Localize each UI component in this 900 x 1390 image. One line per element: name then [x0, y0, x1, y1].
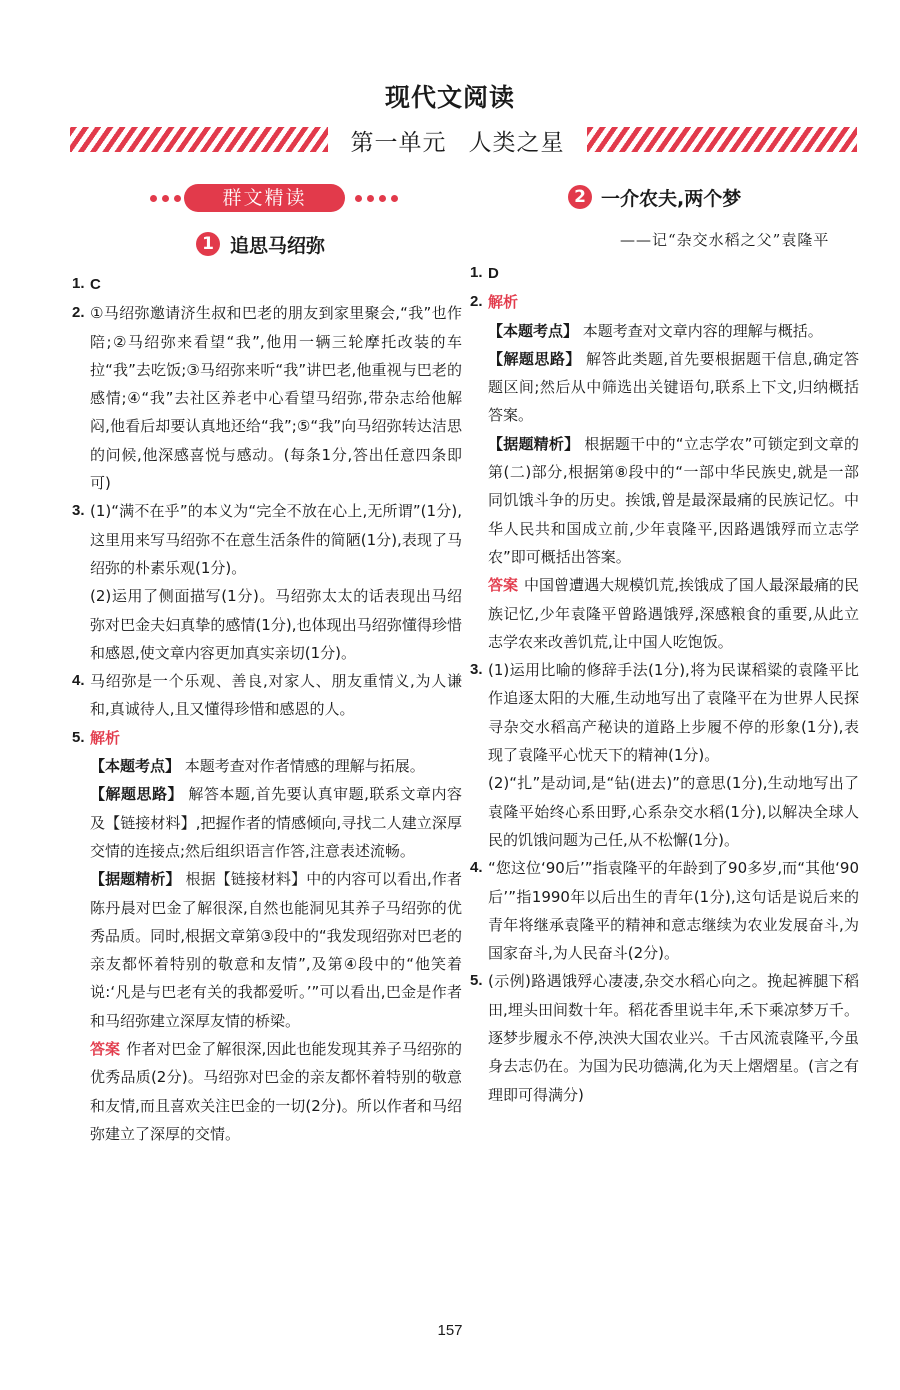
unit-label: 第一单元: [350, 130, 447, 156]
left-q5-answer: 答案 作者对巴金了解很深,因此也能发现其养子马绍弥的优秀品质(2分)。马绍弥对巴金的亲友都怀着特别的敬意和友情,而且喜欢关注巴金的一切(2分)。所以作者和马绍弥建立了深厚的交情。: [90, 1040, 462, 1143]
right-q5: 5. (示例)路遇饿殍心凄凄,杂交水稻心向之。挽起裤腿下稻田,埋头田间数十年。稻花香里说丰年,禾下乘凉梦万千。逐梦步履永不停,泱泱大国农业兴。千古风流袁隆平,今虽身去志仍在。为国为民功德满,化为天上熠熠星。(言之有理即可得满分): [470, 972, 859, 1104]
section-1-title: 追思马绍弥: [230, 235, 326, 257]
pill-dots-right: [355, 195, 398, 202]
right-q2-analysis: 【据题精析】 根据题干中的“立志学农”可锁定到文章的第(二)部分,根据第⑧段中的“一部中华民族史,就是一部同饥饿斗争的历史。挨饿,曾是最深最痛的民族记忆。中华人民共和国成立前,少年袁隆平,因路遇饿殍而立志学农”即可概括出答案。: [488, 434, 859, 566]
unit-name: 人类之星: [468, 130, 565, 156]
section-pill: 群文精读: [184, 184, 345, 212]
section-2-badge: 2: [568, 185, 592, 209]
right-q3: 3. (1)运用比喻的修辞手法(1分),将为民谋稻粱的袁隆平比作追逐太阳的大雁,生动地写出了袁隆平在为世界人民探寻杂交水稻高产秘诀的道路上步履不停的形象(1分),表现了袁隆平心忧天下的精神(1分)。 (2)“扎”是动词,是“钻(进去)”的意思(1分),生动地写出了袁隆平始终心系田野,心系杂交水稻(1分),以解决全球人民的饥饿问题为己任,从不松懈(1分)。: [470, 661, 859, 849]
left-q3: 3. (1)“满不在乎”的本义为“完全不放在心上,无所谓”(1分),这里用来写马绍弥不在意生活条件的简陋(1分),表现了马绍弥的朴素乐观(1分)。 (2)运用了侧面描写(1分)。马绍弥太太的话表现出马绍弥对巴金夫妇真挚的感情(1分),也体现出马绍弥懂得珍惜和感恩,使文章内容更加真实亲切(1分)。: [72, 502, 462, 662]
section-2-title: 一介农夫,两个梦: [601, 188, 742, 210]
right-q2-answer: 答案 中国曾遭遇大规模饥荒,挨饿成了国人最深最痛的民族记忆,少年袁隆平曾路遇饿殍,深感粮食的重要,从此立志学农来改善饥荒,让中国人吃饱饭。: [488, 576, 859, 651]
stripe-right: [587, 127, 857, 152]
page-title: 现代文阅读: [384, 83, 515, 112]
left-q5-approach: 【解题思路】 解答本题,首先要认真审题,联系文章内容及【链接材料】,把握作者的情感倾向,寻找二人建立深厚交情的连接点;然后组织语言作答,注意表述流畅。: [90, 785, 462, 860]
left-q5-analysis: 【据题精析】 根据【链接材料】中的内容可以看出,作者陈丹晨对巴金了解很深,自然也能洞见其养子马绍弥的优秀品质。同时,根据文章第③段中的“我发现绍弥对巴老的亲友都怀着特别的敬意和友情”,及第④段中的“他笑着说:‘凡是与巴老有关的我都爱听。’”可以看出,巴金是作者和马绍弥建立深厚友情的桥梁。: [90, 870, 462, 1030]
page-number: 157: [437, 1322, 463, 1339]
right-column: [470, 259, 859, 1109]
right-q2-point: 【本题考点】 本题考查对文章内容的理解与概括。: [488, 321, 823, 340]
stripe-left: [70, 127, 328, 152]
right-q1: 1. D: [470, 264, 499, 282]
right-q2-approach: 【解题思路】 解答此类题,首先要根据题干信息,确定答题区间;然后从中筛选出关键语句,联系上下文,归纳概括答案。: [488, 349, 859, 425]
left-q1: 1. C: [72, 275, 101, 293]
section-2-subtitle: ——记“杂交水稻之父”袁隆平: [620, 231, 830, 249]
left-q4: 4. 马绍弥是一个乐观、善良,对家人、朋友重情义,为人谦和,真诚待人,且又懂得珍惜和感恩的人。: [72, 672, 462, 719]
section-1-badge: 1: [196, 232, 220, 256]
right-q2: 2. 解析: [470, 293, 519, 312]
left-q5-point: 【本题考点】 本题考查对作者情感的理解与拓展。: [90, 757, 425, 776]
left-column: [72, 270, 462, 1148]
unit-title: [328, 124, 587, 157]
left-q2: 2. ①马绍弥邀请济生叔和巴老的朋友到家里聚会,“我”也作陪;②马绍弥来看望“我”,他用一辆三轮摩托改装的车拉“我”去吃饭;③马绍弥来听“我”讲巴老,他重视与巴老的感情;④“我”去社区养老中心看望马绍弥,带杂志给他解闷,他看后却要认真地还给“我”;⑤“我”向马绍弥转达洁思的问候,他深感喜悦与感动。(每条1分,答出任意四条即可): [72, 304, 462, 493]
right-q4: 4. “您这位‘90后’”指袁隆平的年龄到了90多岁,而“其他‘90后’”指1990年以后出生的青年(1分),这句话是说后来的青年将继承袁隆平的精神和意志继续为农业发展奋斗,为国家奋斗,为人民奋斗(2分)。: [470, 859, 859, 963]
left-q5: 5. 解析: [72, 728, 121, 747]
